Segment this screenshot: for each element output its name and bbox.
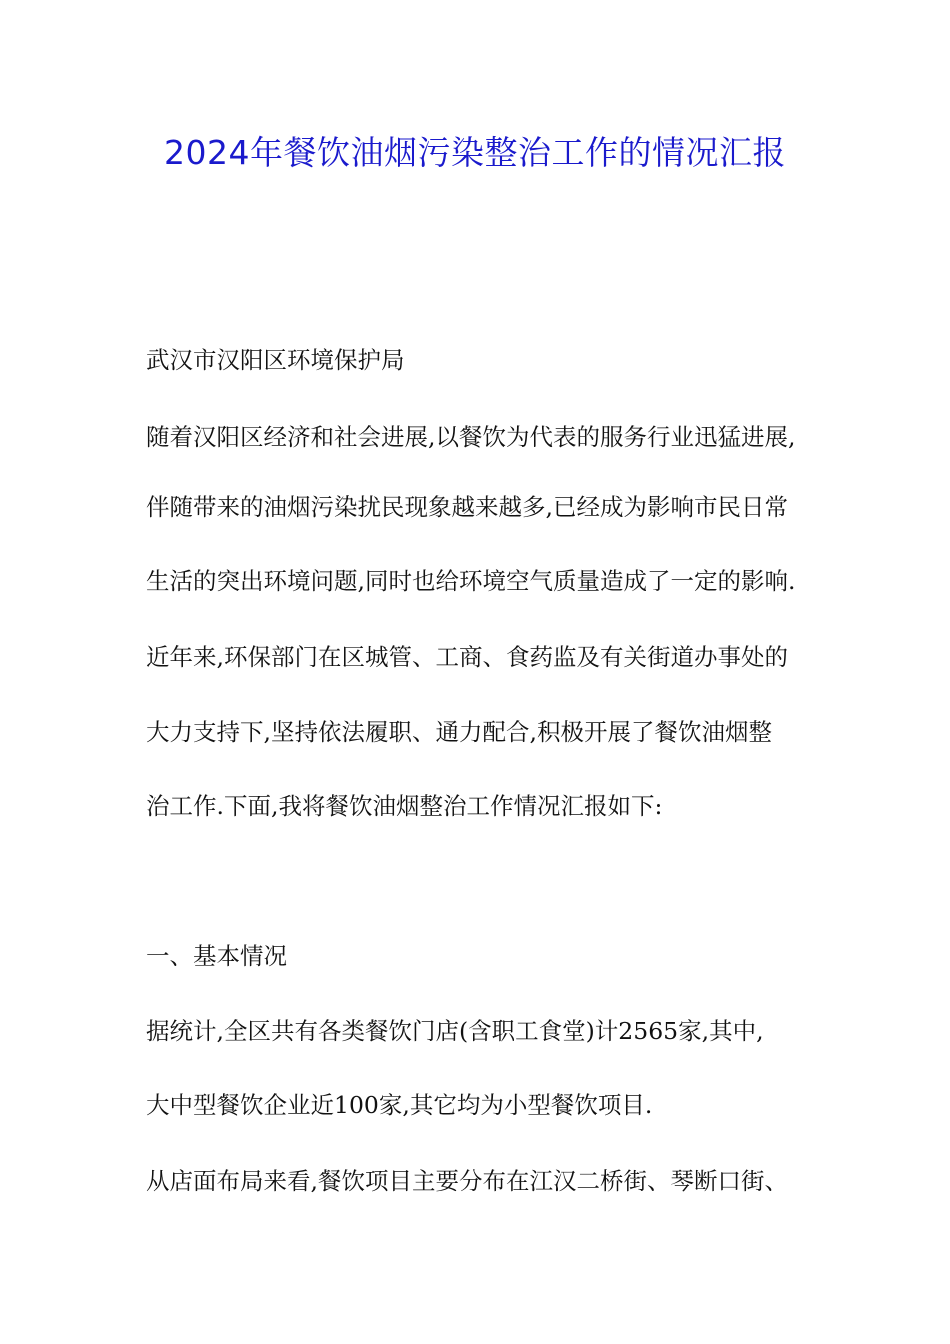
intro-line: 治工作.下面,我将餐饮油烟整治工作情况汇报如下: — [146, 792, 663, 820]
intro-line: 近年来,环保部门在区城管、工商、食药监及有关街道办事处的 — [146, 643, 788, 671]
intro-line: 大力支持下,坚持依法履职、通力配合,积极开展了餐饮油烟整 — [146, 718, 772, 746]
document-title: 2024年餐饮油烟污染整治工作的情况汇报 — [164, 133, 786, 172]
section-heading: 一、基本情况 — [146, 942, 287, 970]
section-line: 据统计,全区共有各类餐饮门店(含职工食堂)计2565家,其中, — [146, 1017, 764, 1045]
intro-line: 伴随带来的油烟污染扰民现象越来越多,已经成为影响市民日常 — [146, 493, 788, 521]
intro-line: 生活的突出环境问题,同时也给环境空气质量造成了一定的影响. — [146, 567, 796, 595]
section-line: 大中型餐饮企业近100家,其它均为小型餐饮项目. — [146, 1091, 653, 1119]
section-line: 从店面布局来看,餐饮项目主要分布在江汉二桥街、琴断口街、 — [146, 1167, 788, 1195]
author-org: 武汉市汉阳区环境保护局 — [146, 346, 405, 374]
intro-line: 随着汉阳区经济和社会进展,以餐饮为代表的服务行业迅猛进展, — [146, 423, 796, 451]
